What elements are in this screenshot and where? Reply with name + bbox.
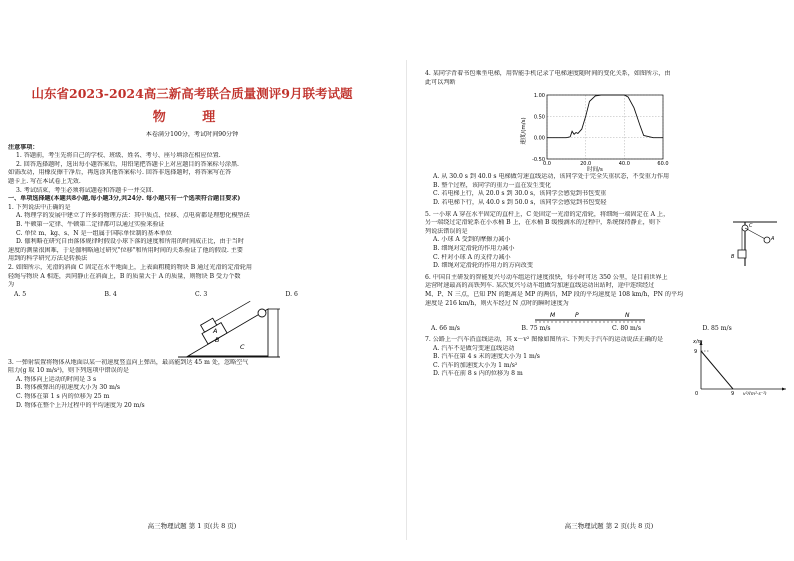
q3-stem: 3. 一弹射装置将物体从地面以某一初速度竖直向上弹出，最高能到达 45 m 处，忽略空气 xyxy=(8,358,249,366)
label-c: C xyxy=(240,342,245,351)
q6-option: B. 75 m/s xyxy=(521,325,551,333)
q6-track-figure xyxy=(425,308,793,324)
page-fold xyxy=(406,60,407,540)
chart-y-tick: -0.50 xyxy=(532,157,545,164)
q7-option: C. 汽车的加速度大小为 1 m/s² xyxy=(433,361,518,369)
q5-option: C. 杆对小球 A 的支持力减小 xyxy=(433,253,511,261)
q2-stem: 为 xyxy=(8,281,15,289)
ball-a xyxy=(764,237,770,243)
bucket-b xyxy=(738,250,746,258)
q5-stem: 5. 一小球 A 穿在水平固定的直杆上，C 处固定一光滑的定滑轮，将细绳一端固定在 A 上， xyxy=(425,210,670,218)
point-m: M xyxy=(550,312,556,320)
notice-heading: 注意事项： xyxy=(8,143,39,151)
label-c: C xyxy=(749,222,753,229)
q1-option-cont: 速度的测量很困难，于是伽利略通过研究"位移"和所用时间的关系验证了他的假设. 主要 xyxy=(8,246,243,254)
exam-info: 本卷满分100分，考试时间90分钟 xyxy=(145,131,239,138)
notice-line: 3. 考试结束，考生必须将试题卷和答题卡一并交回. xyxy=(16,186,154,194)
chart-frame xyxy=(547,95,663,159)
q1-option: A. 物理学的发展中建立了许多的物理方法：其中质点、位移、点电荷都是理想化模型法 xyxy=(16,212,250,220)
q3-option: B. 物体被弹出的初速度大小为 30 m/s xyxy=(16,384,121,392)
q4-option: A. 从 30.0 s 到 40.0 s 电梯做匀速直线运动，该同学处于完全失重状态，不受重力作用 xyxy=(433,173,670,181)
subject-title: 物 理 xyxy=(152,110,232,125)
q3-option: C. 物体在第 1 s 内的位移为 25 m xyxy=(16,393,110,401)
q4-option: D. 若电梯下行，从 40.0 s 到 50.0 s，该同学会感觉到书包变轻 xyxy=(433,198,607,206)
q1-option: B. 牛顿第一定律、牛顿第二定律都可以通过实验来验证 xyxy=(16,220,165,228)
chart-y-tick: 0.00 xyxy=(533,135,545,142)
chart-x-label: 时间/s xyxy=(587,167,603,174)
q2-stem: 轻绳与物块 A 相连，共同静止在斜面上，B 的质量大于 A 的质量，则物块 B 受力个数 xyxy=(8,272,241,280)
q6-option: D. 85 m/s xyxy=(702,325,732,333)
q1-option-cont: 用到的科学研究方法是转换法 xyxy=(8,255,88,263)
q6-stem: M、P、N 三点，已知 PN 的距离是 MP 的两倍，MP 段的平均速度是 108 km/h，PN 的平均 xyxy=(425,290,684,298)
notice-line: 题卡上. 写在本试卷上无效. xyxy=(8,177,81,185)
page-footer: 高三物理试题 第 2 页(共 8 页) xyxy=(564,522,654,530)
q6-option: A. 66 m/s xyxy=(431,325,460,333)
q4-stem: 4. 某同学背着书包乘坐电梯，用智能手机记录了电梯速度随时间的变化关系，如图所示，由 xyxy=(425,70,671,77)
q5-option: A. 小球 A 受到的摩擦力减小 xyxy=(433,236,511,244)
pulley xyxy=(258,309,266,317)
q3-option: A. 物体向上运动的时间是 3 s xyxy=(16,375,97,383)
chart-x-tick: 40.0 xyxy=(618,161,630,168)
chart-y-tick: 1.00 xyxy=(533,93,545,100)
x-v2-line xyxy=(701,351,733,389)
notice-line: 1. 答题前，考生先将自己的学校、班级、姓名、考号、座号填涂在相应位置. xyxy=(16,152,221,160)
q2-incline-figure xyxy=(8,299,376,359)
q2-stem: 2. 如图所示，光滑的斜面 C 固定在水平地面上，上表面粗糙的物块 B 通过光滑的定滑轮用 xyxy=(8,263,253,271)
point-n: N xyxy=(625,312,630,320)
q1-stem: 1. 下列说法中正确的是 xyxy=(8,203,71,211)
q2-option: D. 6 xyxy=(285,290,298,298)
page-1 xyxy=(8,62,376,532)
q4-option: B. 整个过程，该同学的重力一直在发生变化 xyxy=(433,181,552,189)
section-heading: 一、单项选择题(本题共8小题,每小题3分,共24分. 每小题只有一个选项符合题目要求) xyxy=(8,195,241,203)
point-p: P xyxy=(575,312,579,320)
q2-option: B. 4 xyxy=(104,290,117,298)
notice-line: 2. 回答选择题时，选出每小题答案后，用铅笔把答题卡上对应题目的答案标号涂黑. xyxy=(16,160,239,168)
incline-c xyxy=(188,309,268,356)
q5-stem: 列说法错误的是 xyxy=(425,227,468,235)
x-tick-9: 9 xyxy=(731,390,735,395)
q5-option: B. 细绳对定滑轮的作用力减小 xyxy=(433,244,515,252)
page-footer: 高三物理试题 第 1 页(共 8 页) xyxy=(147,522,237,530)
q7-option: A. 汽车不是做匀变速直线运动 xyxy=(433,344,515,352)
q5-pulley-figure xyxy=(725,218,785,268)
q7-stem: 7. 公路上一汽车沿直线运动，其 x－v² 图像如图所示. 下列关于汽车的运动说法正确的是 xyxy=(425,336,664,344)
q1-option: D. 伽利略在研究自由落体规律时假设小球下落的速度和所用的时间成正比，由于当时 xyxy=(16,238,244,246)
velocity-time-chart xyxy=(425,87,793,173)
q1-option: C. 单位 m、kg、s、N 是一组属于国际单位制的基本单位 xyxy=(16,229,172,237)
y-tick-9: 9 xyxy=(694,348,698,355)
label-a: A xyxy=(771,235,775,242)
q2-options xyxy=(8,290,376,299)
q6-stem: 运营时速最高的高铁列车. 某次复兴号动车组做匀加速直线运动出站时，途中连续经过 xyxy=(425,282,655,290)
q2-option: C. 3 xyxy=(195,290,208,298)
origin-label: 0 xyxy=(695,390,699,395)
q3-stem: 阻力(g 取 10 m/s²)，则下列选项中错误的是 xyxy=(8,367,129,375)
notice-line: 如需改动，用橡皮擦干净后，再选涂其他答案标号. 回答非选择题时，将答案写在答 xyxy=(8,169,232,177)
exam-title: 山东省2023-2024高三新高考联合质量测评9月联考试题 xyxy=(31,86,353,101)
label-b: B xyxy=(731,253,735,260)
q4-option: C. 若电梯上行，从 20.0 s 到 30.0 s，该同学会感觉到书包变重 xyxy=(433,190,607,198)
v2-axis-unit: v²/(m²·s⁻²) xyxy=(743,391,767,395)
q6-options xyxy=(425,324,793,333)
q6-option: C. 80 m/s xyxy=(612,325,641,333)
chart-y-label: 速度/(m/s) xyxy=(521,117,527,145)
x-axis-unit: x/m xyxy=(693,338,703,345)
q7-option: D. 汽车在前 8 s 内的位移为 8 m xyxy=(433,370,523,378)
q4-stem: 此可以判断 xyxy=(425,78,456,86)
q6-stem: 速度是 216 km/h，则火车经过 N 点时的瞬时速度为 xyxy=(425,299,569,307)
page-2 xyxy=(425,70,793,540)
q7-option: B. 汽车在第 4 s 末的速度大小为 1 m/s xyxy=(433,353,540,361)
q5-option: D. 细绳对定滑轮的作用力的方向改变 xyxy=(433,262,533,270)
label-b: B xyxy=(215,335,220,344)
chart-x-tick: 60.0 xyxy=(657,161,669,168)
q6-stem: 6. 中国自主研发的智能复兴号动车组运行速度很快，每小时可达 350 公里，是目前世界上 xyxy=(425,273,668,281)
q3-option: D. 物体在整个上升过程中的平均速度为 20 m/s xyxy=(16,401,145,409)
label-a: A xyxy=(213,326,218,335)
chart-y-tick: 0.50 xyxy=(533,114,545,121)
q5-stem: 另一端绕过定滑轮系在小水桶 B 上，在水桶 B 缓慢滴水的过程中，系统保持静止，则下 xyxy=(425,219,662,227)
chart-x-tick: 0.0 xyxy=(543,161,551,168)
q2-option: A. 5 xyxy=(14,290,27,298)
x-v2-graph xyxy=(681,337,791,395)
chart-x-tick: 20.0 xyxy=(580,161,592,168)
